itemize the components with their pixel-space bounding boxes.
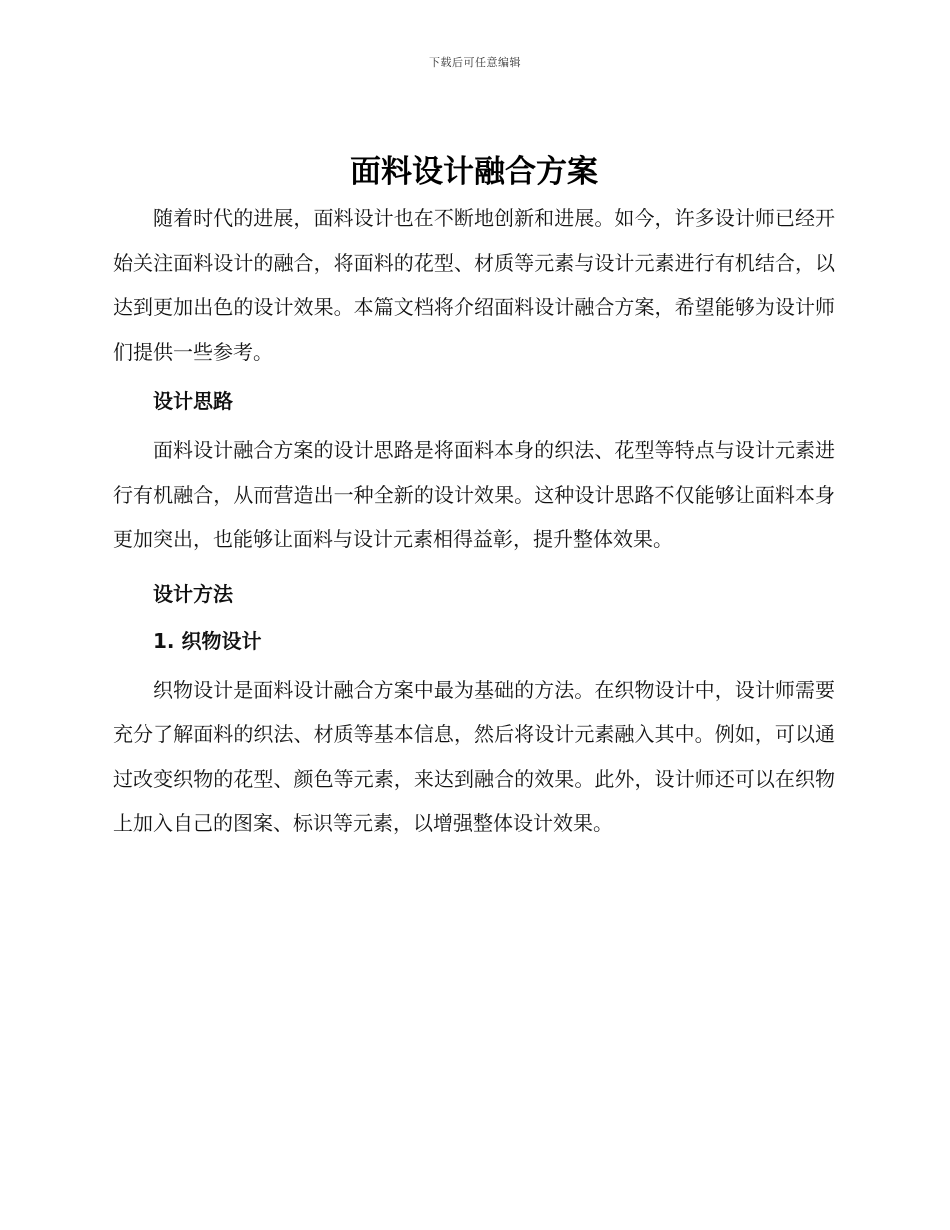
- design-approach-paragraph: 面料设计融合方案的设计思路是将面料本身的织法、花型等特点与设计元素进行有机融合，从而营造出一种全新的设计效果。这种设计思路不仅能够让面料本身更加突出，也能够让面料与设计元素相得益彰，提升整体效果。: [113, 438, 835, 551]
- section-heading-design-approach: 设计思路: [153, 389, 233, 413]
- intro-paragraph: 随着时代的进展，面料设计也在不断地创新和进展。如今，许多设计师已经开始关注面料设计的融合，将面料的花型、材质等元素与设计元素进行有机结合，以达到更加出色的设计效果。本篇文档将介绍面料设计融合方案，希望能够为设计师们提供一些参考。: [113, 206, 835, 364]
- section-heading-design-methods: 设计方法: [153, 581, 233, 606]
- fabric-design-paragraph: 织物设计是面料设计融合方案中最为基础的方法。在织物设计中，设计师需要充分了解面料的织法、材质等基本信息，然后将设计元素融入其中。例如，可以通过改变织物的花型、颜色等元素，来达到融合的效果。此外，设计师还可以在织物上加入自己的图案、标识等元素，以增强整体设计效果。: [113, 677, 835, 835]
- subsection-heading-fabric-design: 1. 织物设计: [153, 628, 262, 653]
- page-header-note: 下载后可任意编辑: [429, 56, 521, 69]
- document-body: [113, 148, 835, 846]
- document-title: 面料设计融合方案: [350, 154, 598, 190]
